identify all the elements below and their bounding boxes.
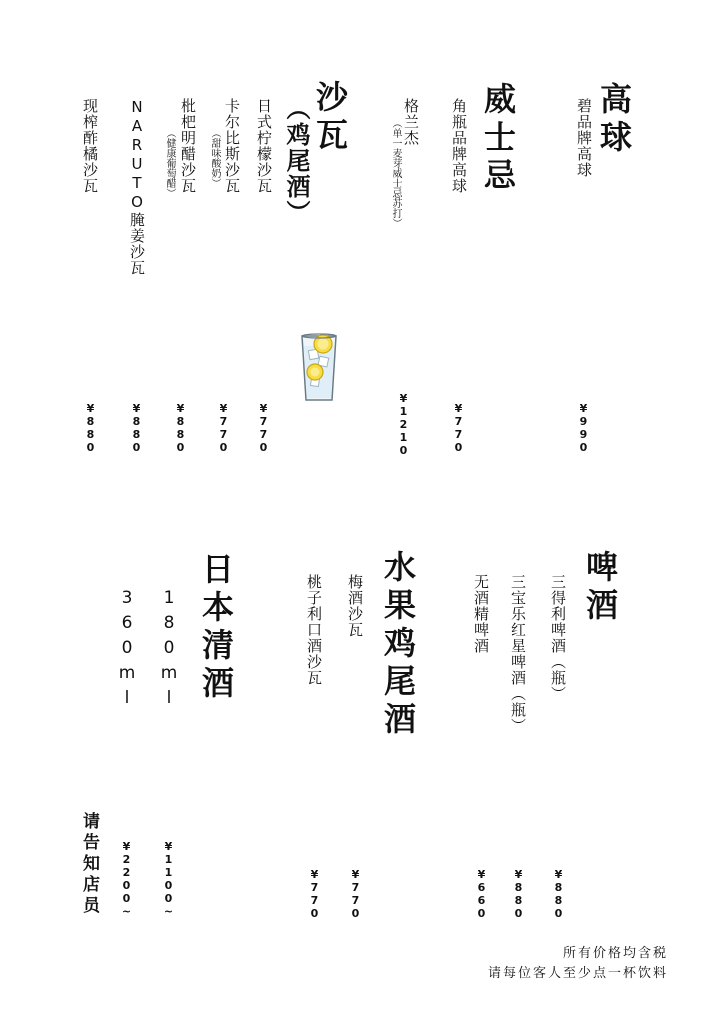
menu-item-price: ¥880 bbox=[512, 868, 525, 920]
menu-item-price: ¥1100~ bbox=[162, 840, 175, 918]
highball-glass-icon bbox=[298, 332, 340, 404]
menu-item-note: （健康葡萄醋） bbox=[164, 128, 175, 198]
menu-item-note: （甜味酸奶） bbox=[209, 128, 220, 188]
sake-heading: 日本清酒 bbox=[197, 552, 235, 704]
tax-note: 所有价格均含税 bbox=[562, 946, 668, 961]
menu-item-name: 日式柠檬沙瓦 bbox=[255, 98, 273, 194]
menu-item-name: 碧品牌高球 bbox=[575, 98, 593, 178]
menu-item-price: ¥770 bbox=[217, 402, 230, 454]
menu-item-price: ¥880 bbox=[552, 868, 565, 920]
menu-item-price: ¥2200~ bbox=[120, 840, 133, 918]
menu-item-price: ¥770 bbox=[349, 868, 362, 920]
menu-item-price: ¥880 bbox=[174, 402, 187, 454]
sake-size-180: 180ml bbox=[159, 588, 179, 713]
menu-item-name: 梅酒沙瓦 bbox=[346, 574, 364, 638]
menu-item-name: 桃子利口酒沙瓦 bbox=[305, 574, 323, 686]
fruit-cocktail-heading: 水果鸡尾酒 bbox=[379, 550, 417, 740]
menu-item-name: 角瓶品牌高球 bbox=[450, 98, 468, 194]
ask-staff-note: 请告知店员 bbox=[79, 812, 99, 917]
menu-item-price: ¥1210 bbox=[397, 392, 410, 457]
menu-item-price: ¥990 bbox=[577, 402, 590, 454]
whisky-heading: 威士忌 bbox=[479, 82, 517, 196]
menu-item-name: 现榨酢橘沙瓦 bbox=[81, 98, 99, 194]
menu-item-name: 三宝乐红星啤酒（瓶） bbox=[509, 574, 527, 734]
sour-heading-sub: （鸡尾酒） bbox=[282, 96, 311, 226]
menu-item-price: ¥880 bbox=[84, 402, 97, 454]
menu-item-name: 无酒精啤酒 bbox=[472, 574, 490, 654]
menu-item-name: 格兰杰 bbox=[402, 98, 420, 146]
menu-item-price: ¥770 bbox=[452, 402, 465, 454]
sake-size-360: 360ml bbox=[117, 588, 137, 713]
sour-heading: 沙瓦 bbox=[311, 80, 349, 156]
menu-item-price: ¥770 bbox=[257, 402, 270, 454]
beer-heading: 啤酒 bbox=[581, 550, 619, 626]
menu-item-price: ¥770 bbox=[308, 868, 321, 920]
highball-heading: 高球 bbox=[595, 82, 633, 158]
menu-item-name: 三得利啤酒（瓶） bbox=[549, 574, 567, 702]
menu-item-name: 卡尔比斯沙瓦 bbox=[223, 98, 241, 194]
menu-item-name: NARUTO腌姜沙瓦 bbox=[128, 98, 146, 276]
menu-item-price: ¥880 bbox=[130, 402, 143, 454]
menu-item-name: 枇杷明醋沙瓦 bbox=[179, 98, 197, 194]
menu-item-note: （单一麦芽威士忌苏打） bbox=[390, 118, 401, 228]
menu-item-price: ¥660 bbox=[475, 868, 488, 920]
order-note: 请每位客人至少点一杯饮料 bbox=[487, 966, 668, 981]
